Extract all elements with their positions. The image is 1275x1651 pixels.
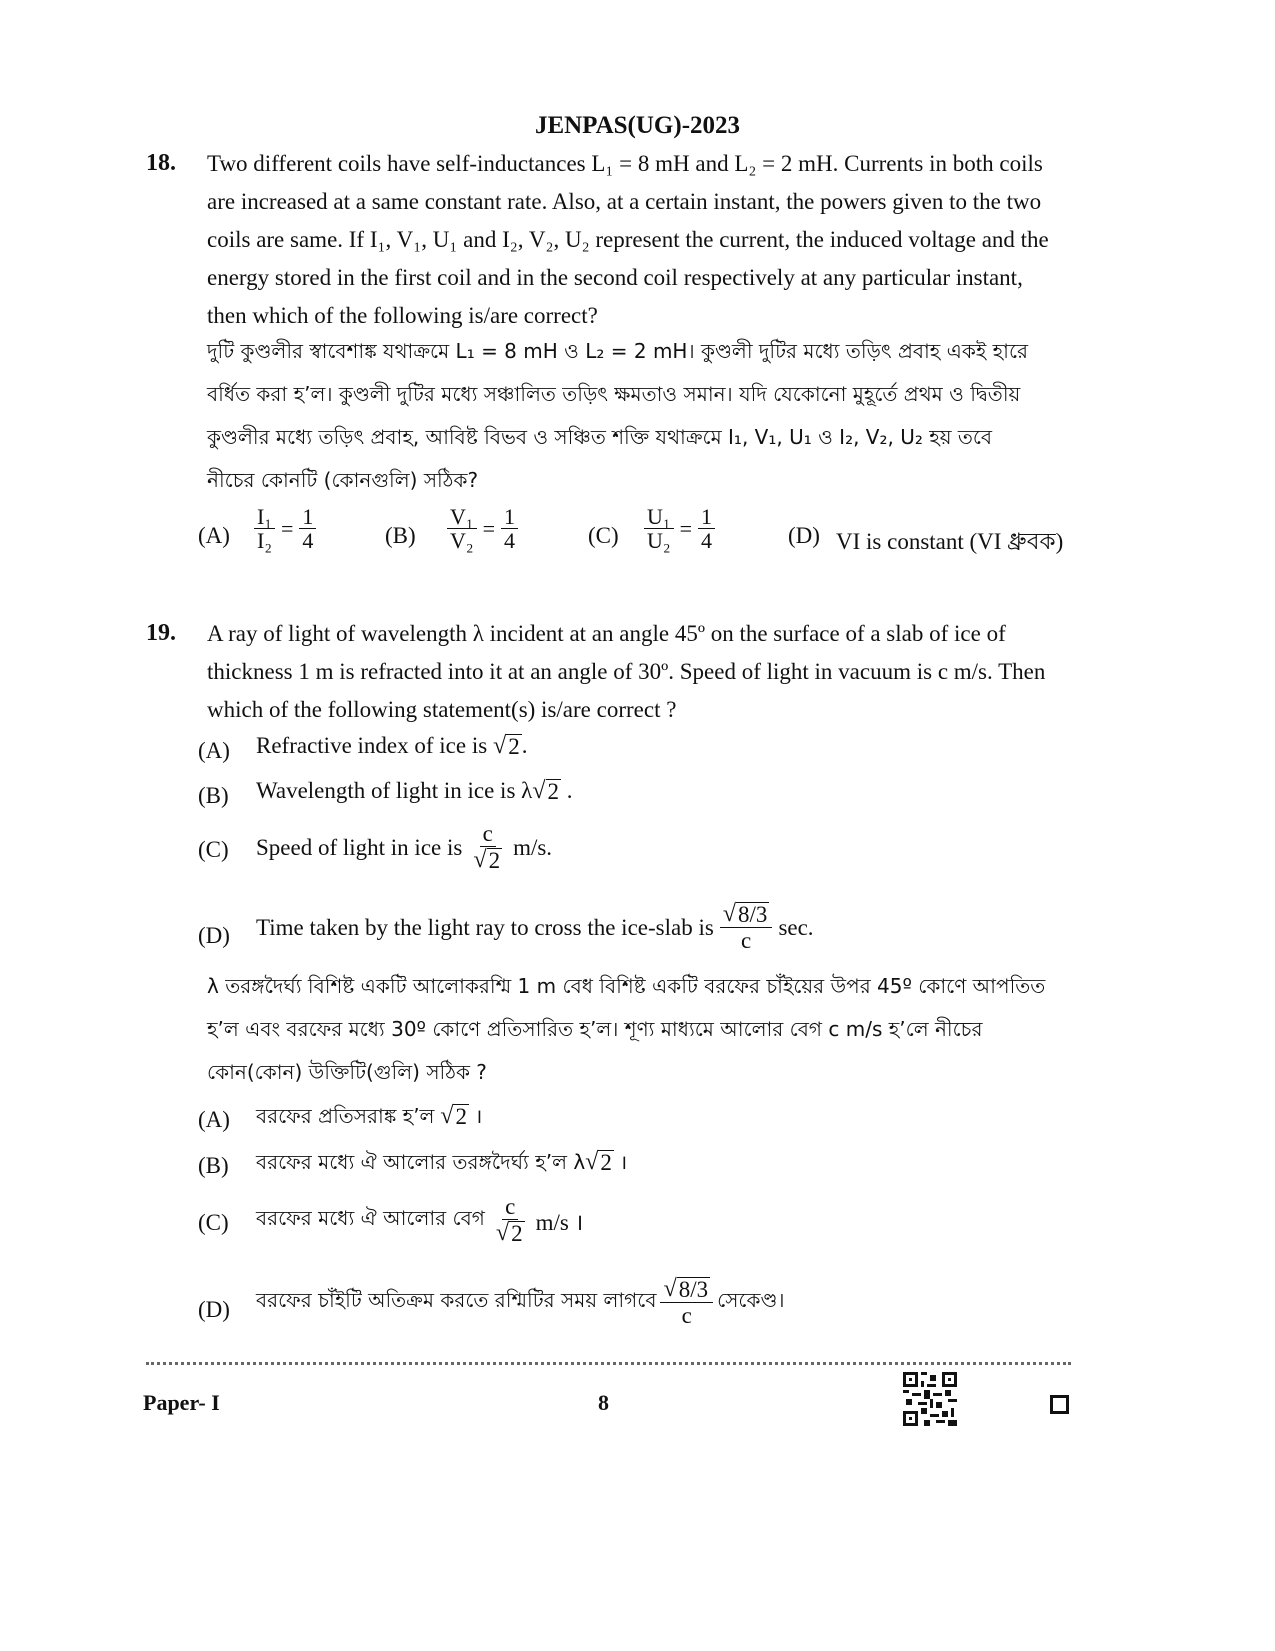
q19-bn-line: কোন(কোন) উক্তিটি(গুলি) সঠিক ? (207, 1060, 487, 1084)
q19-en-b-end: . (566, 778, 573, 803)
q18-option-c-ratio (642, 505, 717, 553)
paper-label: Paper- I (143, 1390, 220, 1415)
fraction-denominator: c (741, 928, 752, 954)
q18-bn-line: নীচের কোনটি (কোনগুলি) সঠিক? (207, 468, 479, 492)
q19-en-b-text: Wavelength of light in ice is λ (256, 778, 533, 803)
radicand: 2 (488, 848, 501, 874)
q18-bn-line: বর্ধিত করা হ’ল। কুণ্ডলী দুটির মধ্যে সঞ্চালিত তড়িৎ ক্ষমতাও সমান। যদি যেকোনো মুহূর্তে প্রথম ও দ্বিতীয় (207, 382, 1021, 406)
q19-bn-c-end: m/s । (535, 1209, 584, 1235)
q18-option-a-ratio (252, 505, 318, 553)
q18-c-numerator: U₁ (644, 505, 674, 529)
equals-sign: = (679, 516, 692, 542)
sqrt-expression: √ 8/3 (663, 1275, 709, 1302)
q19-en-option-b (256, 778, 573, 804)
q19-bn-option-c-label: (C) (198, 1210, 229, 1235)
q18-a-numerator: I₁ (254, 505, 275, 529)
question-number-18: 18. (146, 150, 176, 176)
q19-bn-option-b (256, 1148, 627, 1181)
q18-option-d-text: VI is constant (VI ধ্রুবক) (836, 529, 1064, 554)
q18-bn-line: দুটি কুণ্ডলীর স্বাবেশাঙ্ক যথাক্রমে L₁ = 8 mH ও L₂ = 2 mH। কুণ্ডলী দুটির মধ্যে তড়িৎ প্রবাহ একই হারে (207, 339, 1028, 363)
q19-bn-line: হ’ল এবং বরফের মধ্যে 30º কোণে প্রতিসারিত হ’ল। শূণ্য মাধ্যমে আলোর বেগ c m/s হ’লে নীচের (207, 1017, 983, 1041)
radicand: 2 (547, 779, 560, 804)
question-18-bengali (207, 330, 1110, 502)
q19-bn-c-text: বরফের মধ্যে ঐ আলোর বেগ (256, 1206, 485, 1231)
q18-a-rhs-numerator: 1 (299, 505, 316, 529)
q18-option-a-label: (A) (198, 523, 230, 548)
q18-b-denominator: V₂ (450, 528, 474, 554)
q19-en-option-a (256, 733, 527, 759)
fraction-numerator: c (502, 1195, 518, 1220)
question-19-english (207, 615, 1110, 729)
q19-bn-option-a (256, 1102, 482, 1135)
q18-a-denominator: I₂ (257, 528, 272, 554)
q19-en-line: which of the following statement(s) is/are correct ? (207, 697, 677, 722)
question-18-english (207, 145, 1110, 335)
q18-c-rhs-numerator: 1 (698, 505, 715, 529)
radicand: 2 (508, 734, 520, 759)
page-number: 8 (598, 1390, 609, 1415)
q18-en-line: are increased at a same constant rate. Also, at a certain instant, the powers given to the two (207, 189, 1042, 214)
q18-b-rhs-numerator: 1 (501, 505, 518, 529)
q19-en-d-end: sec. (778, 914, 814, 940)
q18-bn-line: কুণ্ডলীর মধ্যে তড়িৎ প্রবাহ, আবিষ্ট বিভব ও সঞ্চিত শক্তি যথাক্রমে I₁, V₁, U₁ ও I₂, V₂, U₂ হয় তবে (207, 425, 993, 449)
question-19-bengali (207, 965, 1110, 1094)
q19-en-a-text: Refractive index of ice is (256, 733, 488, 758)
q19-en-line: thickness 1 m is refracted into it at an angle of 30º. Speed of light in vacuum is c m/s. Then (207, 659, 1046, 684)
q19-en-line: A ray of light of wavelength λ incident at an angle 45º on the surface of a slab of ice of (207, 621, 1006, 646)
q18-c-rhs-denominator: 4 (700, 528, 712, 554)
confidential-dotted-line (146, 1362, 1071, 1371)
radicand: 8/3 (678, 1277, 709, 1302)
q19-bn-d-end: সেকেণ্ড। (717, 1288, 785, 1313)
q19-bn-b-end: । (619, 1150, 628, 1174)
q19-bn-d-text: বরফের চাঁইটি অতিক্রম করতে রশ্মিটির সময় লাগবে (256, 1288, 657, 1313)
q19-en-option-c (256, 822, 552, 873)
fraction-denominator: c (681, 1303, 692, 1329)
sqrt-expression: √ 8/3 (722, 900, 768, 927)
sqrt-expression: √ 2 (440, 1102, 467, 1129)
q19-bn-a-end: । (474, 1104, 483, 1128)
radicand: 2 (600, 1150, 612, 1175)
q19-bn-line: λ তরঙ্গদৈর্ঘ্য বিশিষ্ট একটি আলোকরশ্মি 1 m বেধ বিশিষ্ট একটি বরফের চাঁইয়ের উপর 45º কোণে আপতিত (207, 974, 1046, 998)
q18-option-c-label: (C) (588, 523, 619, 548)
square-marker-icon (1050, 1395, 1069, 1414)
q18-a-rhs-denominator: 4 (302, 528, 314, 554)
q19-en-option-a-label: (A) (198, 738, 230, 763)
q18-b-numerator: V₁ (447, 505, 477, 529)
q18-option-d-label: (D) (788, 523, 820, 548)
q18-option-b-label: (B) (385, 523, 416, 548)
radicand: 2 (455, 1104, 467, 1129)
sqrt-expression: √ 2 (495, 1219, 523, 1247)
q19-bn-a-text: বরফের প্রতিসরাঙ্ক হ’ল (256, 1104, 435, 1128)
q18-en-line: then which of the following is/are correct? (207, 303, 598, 328)
sqrt-expression: √ 2 (492, 732, 520, 759)
qr-code (903, 1372, 957, 1426)
q19-bn-option-b-label: (B) (198, 1153, 229, 1178)
q19-en-c-end: m/s. (513, 834, 553, 860)
q19-bn-option-d-label: (D) (198, 1297, 230, 1322)
q19-bn-option-d (256, 1277, 785, 1328)
q19-en-option-d-label: (D) (198, 923, 230, 948)
equals-sign: = (482, 516, 495, 542)
fraction-numerator: c (480, 822, 496, 847)
q19-en-option-d (256, 902, 814, 953)
q19-bn-b-text: বরফের মধ্যে ঐ আলোর তরঙ্গদৈর্ঘ্য হ’ল λ (256, 1150, 586, 1174)
equals-sign: = (281, 516, 294, 542)
q19-en-d-text: Time taken by the light ray to cross the ice-slab is (256, 914, 714, 940)
sqrt-expression: √ 2 (473, 846, 501, 874)
q19-bn-option-c (256, 1195, 583, 1246)
q18-en-line: coils are same. If I₁, V₁, U₁ and I₂, V₂, U₂ represent the current, the induced voltage and the (207, 227, 1049, 252)
q18-en-line: Two different coils have self-inductances L₁ = 8 mH and L₂ = 2 mH. Currents in both coils (207, 151, 1043, 176)
q19-en-a-end: . (521, 733, 528, 758)
q19-bn-option-a-label: (A) (198, 1107, 230, 1132)
q18-option-b-ratio (445, 505, 520, 553)
radicand: 8/3 (738, 902, 768, 927)
q19-en-option-c-label: (C) (198, 837, 229, 862)
q19-en-c-text: Speed of light in ice is (256, 834, 463, 860)
q18-en-line: energy stored in the first coil and in the second coil respectively at any particular instant, (207, 265, 1023, 290)
question-number-19: 19. (146, 620, 176, 646)
sqrt-expression: √ 2 (532, 777, 560, 804)
q18-c-denominator: U₂ (647, 528, 671, 554)
sqrt-expression: √ 2 (585, 1148, 612, 1175)
q19-en-option-b-label: (B) (198, 783, 229, 808)
q18-b-rhs-denominator: 4 (503, 528, 515, 554)
page-title: JENPAS(UG)-2023 (534, 112, 741, 139)
radicand: 2 (511, 1221, 523, 1247)
